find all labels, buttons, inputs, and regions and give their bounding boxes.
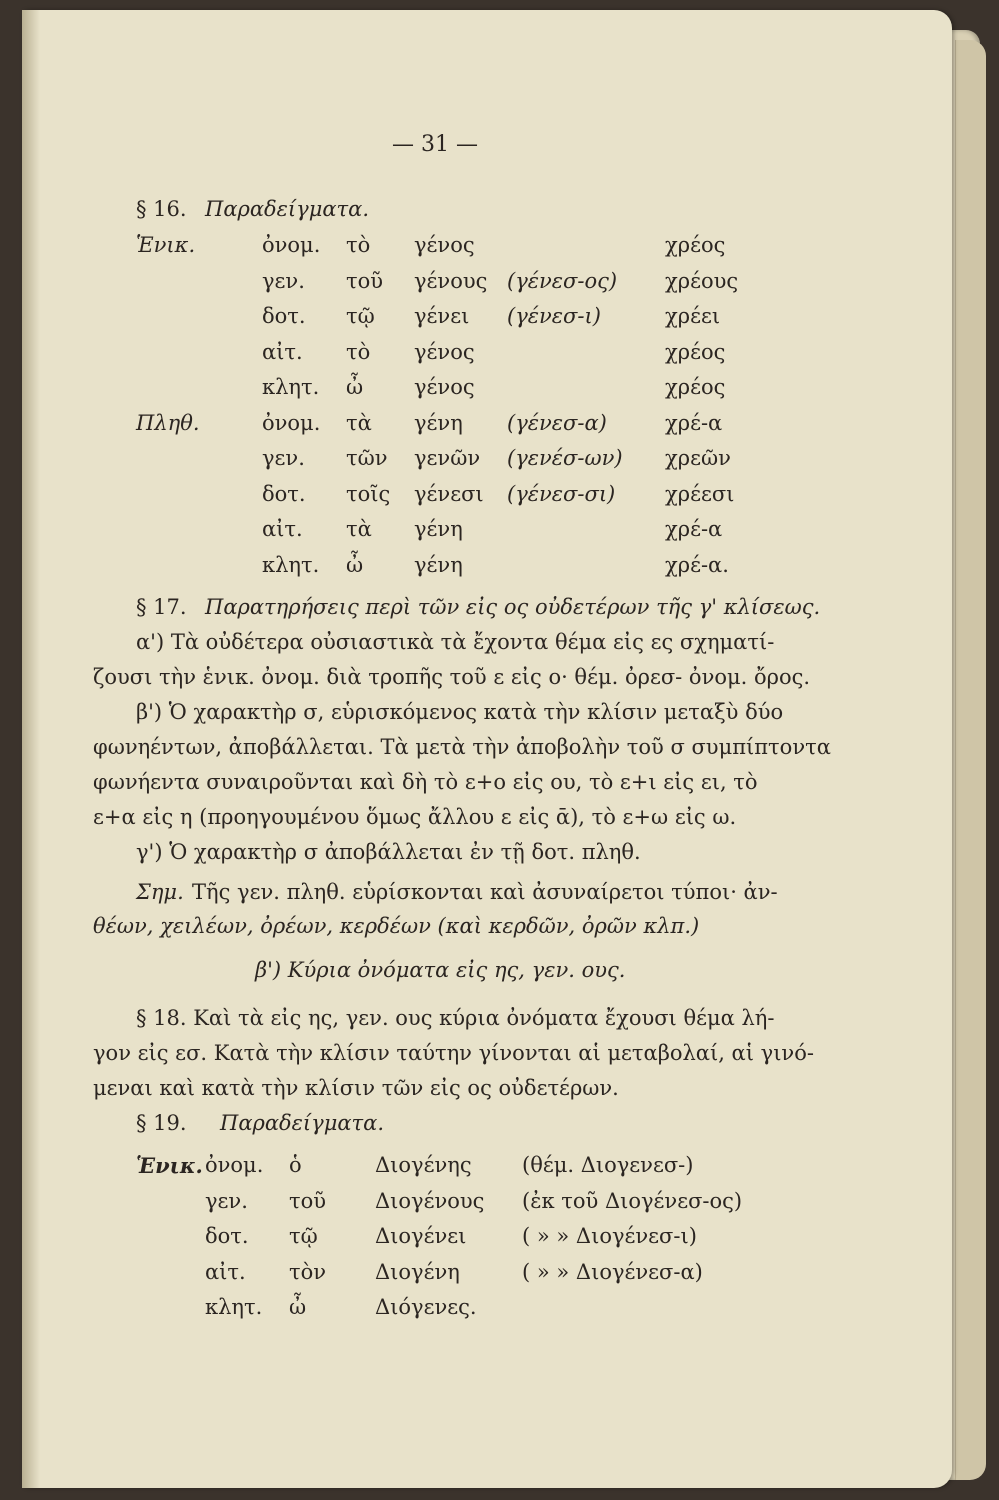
table-cell-noun-form: γένους (414, 268, 488, 293)
section-17-title: Παρατηρήσεις περὶ τῶν εἰς ος οὐδετέρων τῆς γ' κλίσεως. (205, 595, 821, 619)
table-cell-noun-form: γένη (414, 410, 463, 435)
table-cell-noun-form: Διογένης (375, 1153, 472, 1177)
table-cell-noun-form: Διόγενες. (375, 1295, 477, 1319)
table-cell-article: ὦ (289, 1295, 307, 1319)
table-cell-number-label: Ἑνικ. (136, 1153, 203, 1178)
table-cell-noun-form: γένη (414, 517, 463, 541)
table-cell-noun-form: γενῶν (414, 446, 481, 470)
section-19-title: Παραδείγματα. (220, 1111, 385, 1135)
table-cell-case-label: ὀνομ. (205, 1153, 264, 1177)
table-cell-noun-form-2: χρέ-α. (665, 552, 729, 577)
table-cell-case-label: αἰτ. (205, 1259, 246, 1284)
table-cell-noun-form-2: χρέ-α (665, 517, 723, 541)
table-cell-article: τῶν (346, 446, 388, 470)
body-line: γ') Ὁ χαρακτὴρ σ ἀποβάλλεται ἐν τῇ δοτ. πληθ. (136, 840, 641, 864)
table-cell-case-label: ὀνομ. (262, 233, 321, 257)
note-line: Τῆς γεν. πληθ. εὑρίσκονται καὶ ἀσυναίρετοι τύποι· ἀν- (192, 880, 778, 904)
body-line: ζουσι τὴν ἑνικ. ὀνομ. διὰ τροπῆς τοῦ ε εἰς ο· θέμ. ὀρεσ- ὀνομ. ὄρος. (93, 665, 811, 689)
table-cell-article: τοῖς (346, 481, 391, 506)
body-line: § 18. Καὶ τὰ εἰς ης, γεν. ους κύρια ὀνόματα ἔχουσι θέμα λή- (136, 1006, 775, 1030)
table-cell-noun-form-2: χρέους (665, 268, 739, 293)
table-cell-case-label: κλητ. (205, 1295, 263, 1319)
table-cell-case-label: ὀνομ. (262, 410, 321, 435)
table-cell-article: τὸν (289, 1259, 327, 1284)
table-cell-theme-form: (γένεσ-σι) (507, 481, 616, 506)
body-line: γον εἰς εσ. Κατὰ τὴν κλίσιν ταύτην γίνονται αἱ μεταβολαί, αἱ γινό- (93, 1041, 814, 1065)
table-cell-case-label: δοτ. (262, 481, 306, 506)
table-cell-noun-form-2: χρέος (665, 233, 726, 257)
table-cell-noun-form: Διογένει (375, 1224, 467, 1248)
table-cell-article: τῷ (289, 1224, 318, 1248)
table-cell-case-label: γεν. (262, 446, 305, 470)
table-cell-article: τοῦ (289, 1188, 327, 1213)
section-17-number: § 17. (136, 595, 187, 619)
table-cell-article: τὰ (346, 410, 372, 435)
table-cell-noun-form: γένος (414, 375, 475, 399)
body-line: μεναι καὶ κατὰ τὴν κλίσιν τῶν εἰς ος οὐδετέρων. (93, 1076, 619, 1100)
table-cell-case-label: δοτ. (262, 304, 306, 328)
table-cell-theme-note: (θέμ. Διογενεσ-) (522, 1153, 694, 1177)
table-cell-article: ὁ (289, 1153, 302, 1177)
table-cell-noun-form-2: χρεῶν (665, 446, 731, 470)
table-cell-article: τὰ (346, 517, 372, 541)
table-cell-noun-form-2: χρέει (665, 304, 721, 328)
table-cell-theme-note: ( » » Διογένεσ-α) (522, 1259, 703, 1284)
table-cell-case-label: κλητ. (262, 375, 320, 399)
section-16-number: § 16. (136, 197, 187, 221)
table-cell-noun-form: Διογένους (375, 1188, 485, 1213)
table-cell-case-label: αἰτ. (262, 517, 303, 541)
table-cell-case-label: δοτ. (205, 1224, 249, 1248)
table-cell-noun-form: γένει (414, 304, 470, 328)
table-cell-theme-form: (γένεσ-α) (507, 410, 607, 435)
table-cell-case-label: κλητ. (262, 552, 320, 577)
table-cell-theme-form: (γενέσ-ων) (507, 446, 623, 470)
table-cell-case-label: γεν. (262, 268, 305, 293)
table-cell-noun-form: γένος (414, 339, 475, 364)
subheading: β') Κύρια ὀνόματα εἰς ης, γεν. ους. (255, 958, 626, 982)
table-cell-case-label: αἰτ. (262, 339, 303, 364)
body-line: β') Ὁ χαρακτὴρ σ, εὑρισκόμενος κατὰ τὴν κλίσιν μεταξὺ δύο (136, 700, 784, 724)
table-cell-theme-form: (γένεσ-ος) (507, 268, 618, 293)
table-cell-noun-form: γένη (414, 552, 463, 577)
table-cell-case-label: γεν. (205, 1188, 248, 1213)
section-16-title: Παραδείγματα. (205, 197, 370, 221)
body-line: φωνήεντα συναιροῦνται καὶ δὴ τὸ ε+ο εἰς ου, τὸ ε+ι εἰς ει, τὸ (93, 770, 758, 794)
table-cell-article: ὦ (346, 552, 364, 577)
body-line: α') Τὰ οὐδέτερα οὐσιαστικὰ τὰ ἔχοντα θέμα εἰς ες σχηματί- (136, 630, 775, 654)
body-line: φωνηέντων, ἀποβάλλεται. Τὰ μετὰ τὴν ἀποβολὴν τοῦ σ συμπίπτοντα (93, 735, 831, 759)
table-cell-noun-form-2: χρέεσι (665, 481, 735, 506)
table-cell-article: τὸ (346, 233, 371, 257)
page-number: — 31 — (392, 132, 478, 157)
table-cell-noun-form: γένεσι (414, 481, 484, 506)
table-cell-theme-form: (γένεσ-ι) (507, 304, 601, 328)
body-line: ε+α εἰς η (προηγουμένου ὅμως ἄλλου ε εἰς ᾱ), τὸ ε+ω εἰς ω. (93, 805, 737, 829)
page-gutter (22, 10, 40, 1488)
table-cell-number-label: Ἑνικ. (136, 233, 196, 257)
table-cell-article: ὦ (346, 375, 364, 399)
table-cell-noun-form-2: χρέ-α (665, 410, 723, 435)
table-cell-noun-form-2: χρέος (665, 339, 726, 364)
table-cell-theme-note: ( » » Διογένεσ-ι) (522, 1224, 697, 1248)
note-label: Σημ. (136, 880, 184, 904)
table-cell-number-label: Πληθ. (136, 410, 200, 435)
table-cell-noun-form: γένος (414, 233, 475, 257)
table-cell-theme-note: (ἐκ τοῦ Διογένεσ-ος) (522, 1188, 743, 1213)
table-cell-article: τὸ (346, 339, 371, 364)
note-line: θέων, χειλέων, ὀρέων, κερδέων (καὶ κερδῶν, ὀρῶν κλπ.) (93, 914, 700, 938)
table-cell-article: τοῦ (346, 268, 384, 293)
section-19-number: § 19. (136, 1111, 187, 1135)
table-cell-noun-form: Διογένη (375, 1259, 460, 1284)
table-cell-noun-form-2: χρέος (665, 375, 726, 399)
page-edges-back (955, 40, 986, 1480)
table-cell-article: τῷ (346, 304, 375, 328)
